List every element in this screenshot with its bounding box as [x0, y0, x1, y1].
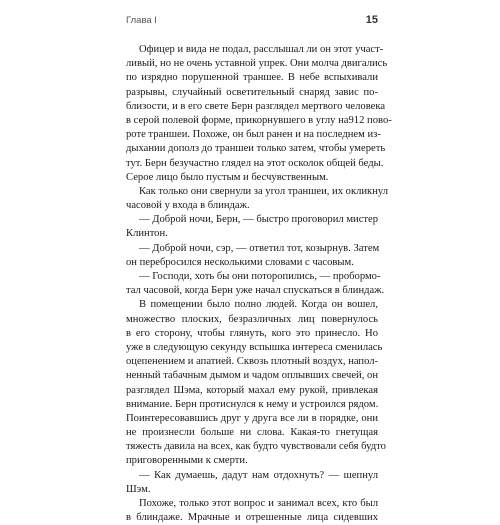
text-line: В помещении было полно людей. Когда он вошел,: [139, 299, 378, 311]
text-line: ливый, но не очень уставной упрек. Они молча двигались: [126, 58, 388, 70]
text-line: в серой полевой форме, прикорнувшего в углу на912 пово-: [126, 114, 392, 126]
text-line: Поинтересовавшись друг у друга все ли в порядке, они: [126, 412, 378, 424]
text-line: Клинтон.: [126, 228, 168, 240]
text-line: роте траншеи. Похоже, он был ранен и на последнем из-: [126, 129, 381, 141]
text-line: тяжесть давила на всех, как будто чувствовали себя будто: [126, 441, 386, 453]
text-line: внимание. Берн протиснулся к нему и устроился рядом.: [126, 398, 379, 410]
text-line: — Как думаешь, дадут нам отдохнуть? — шепнул: [139, 469, 378, 481]
text-line: близости, и в его свете Берн разглядел мертвого человека: [126, 100, 386, 112]
text-line: тут. Берн безучастно глядел на этот осколок общей беды.: [126, 157, 384, 169]
running-head: [126, 14, 378, 28]
text-line: — Доброй ночи, Берн, — быстро проговорил мистер: [139, 214, 379, 226]
text-line: по изрядно порушенной траншее. В небе вспыхивали: [126, 72, 378, 84]
text-line: ненный табачным дымом и чадом оплывших свечей, он: [126, 370, 378, 382]
text-line: приговоренными к смерти.: [126, 455, 248, 467]
text-line: множество плоских, безразличных лиц повернулось: [126, 313, 378, 325]
text-line: дыхании дополз до траншеи только затем, чтобы умереть: [126, 143, 386, 155]
text-line: тал часовой, когда Берн уже начал спускаться в блиндаж.: [126, 285, 385, 297]
text-line: в блиндаже. Мрачные и отрешенные лица сидевших: [126, 512, 378, 524]
text-line: Офицер и вида не подал, расслышал ли он этот участ-: [139, 44, 384, 55]
body-text: [126, 43, 392, 525]
text-line: оцепенением и апатией. Сквозь плотный воздух, напол-: [126, 356, 379, 368]
text-line: не произнесли больше ни слова. Какая-то гнетущая: [126, 427, 378, 439]
text-line: часовой у входа в блиндаж.: [126, 200, 250, 212]
page-number: 15: [365, 14, 378, 26]
text-line: разрывы, случайный осветительный снаряд завис по-: [126, 86, 378, 98]
chapter-label: Глава I: [126, 15, 157, 26]
text-line: он перебросился несколькими словами с часовым.: [126, 256, 354, 268]
text-line: Похоже, только этот вопрос и занимал всех, кто был: [139, 498, 378, 509]
text-line: — Доброй ночи, сэр, — ответил тот, козырнув. Затем: [139, 242, 380, 254]
text-line: уже в следующую секунду вспышка интереса сменилась: [126, 341, 383, 353]
text-line: разглядел Шэма, который махал ему рукой, привлекая: [126, 384, 378, 396]
text-line: в его сторону, чтобы глянуть, кого это принесло. Но: [126, 327, 378, 339]
text-line: Как только они свернули за угол траншеи, их окликнул: [139, 185, 388, 197]
text-line: Серое лицо было пустым и бесчувственным.: [126, 171, 329, 183]
text-line: Шэм.: [126, 483, 151, 495]
text-line: — Господи, хоть бы они поторопились, — пробормо-: [139, 271, 381, 282]
